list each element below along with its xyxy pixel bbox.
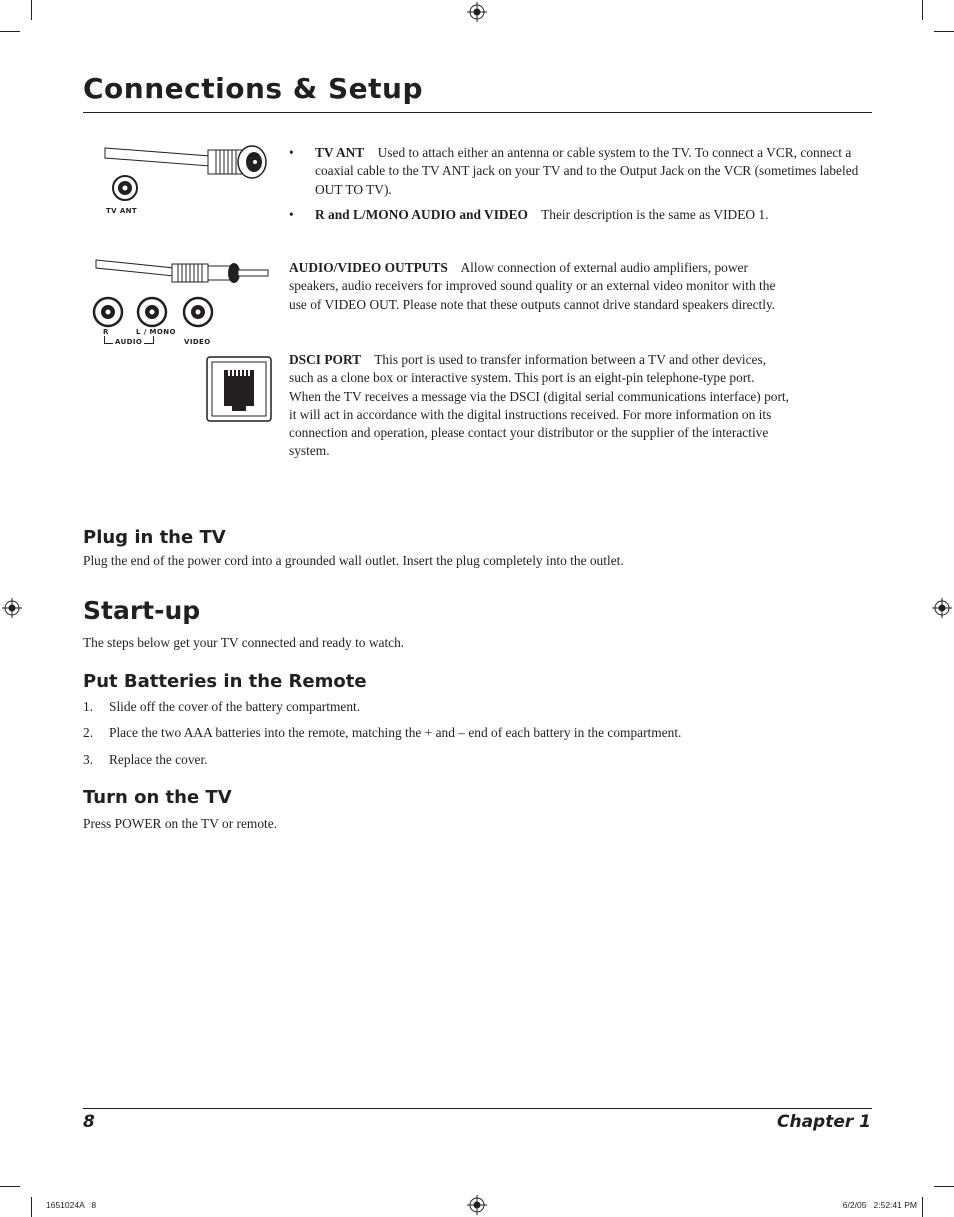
crop-mark: [31, 0, 32, 20]
audio-video-term: R and L/MONO AUDIO and VIDEO: [315, 207, 528, 222]
battery-step-number: 1.: [83, 699, 94, 714]
coaxial-cable-icon: [100, 140, 280, 210]
audio-video-bullet: •: [289, 207, 294, 222]
footer-rule: [83, 1108, 872, 1109]
av-outputs-line-2: speakers, audio receivers for improved sound quality or an external video monitor with the: [289, 278, 776, 294]
crop-mark: [0, 1186, 20, 1187]
crop-mark: [922, 1197, 923, 1217]
battery-step: [83, 698, 873, 716]
rca-cable-icon: [92, 254, 282, 334]
dsci-term: DSCI PORT: [289, 352, 362, 367]
tv-ant-text: Used to attach either an antenna or cable system to the TV. To connect a VCR, connect a coaxial cable to the TV ANT jack on your TV and to the Output Jack on the VCR (sometimes labeled OUT TO TV).: [315, 145, 859, 197]
l-mono-label: L / MONO: [136, 328, 176, 336]
av-outputs-term: AUDIO/VIDEO OUTPUTS: [289, 260, 448, 275]
battery-step: [83, 751, 873, 769]
header-rule: [83, 112, 872, 113]
slug-left: 1651024A 8: [46, 1200, 97, 1210]
registration-mark-icon: [932, 598, 952, 618]
chapter-label: Chapter 1: [776, 1112, 871, 1132]
dsci-line-6: system.: [289, 443, 330, 459]
av-outputs-line-3: use of VIDEO OUT. Please note that these outputs cannot drive standard speakers directly.: [289, 296, 776, 312]
r-label: R: [103, 328, 109, 336]
startup-text: The steps below get your TV connected and ready to watch.: [83, 635, 405, 650]
audio-video-description: [315, 206, 875, 224]
av-outputs-line-1: AUDIO/VIDEO OUTPUTS Allow connection of external audio amplifiers, power: [289, 260, 748, 275]
audio-video-text: Their description is the same as VIDEO 1.: [541, 207, 769, 222]
turn-on-heading: Turn on the TV: [83, 787, 232, 808]
registration-mark-icon: [2, 598, 22, 618]
video-label: VIDEO: [184, 338, 211, 346]
crop-mark: [934, 31, 954, 32]
battery-step-text: Place the two AAA batteries into the remote, matching the + and – end of each battery in the compartment.: [109, 725, 682, 740]
dsci-line-2: such as a clone box or interactive system. This port is an eight-pin telephone-type port.: [289, 370, 755, 386]
battery-step-text: Slide off the cover of the battery compartment.: [109, 699, 361, 714]
batteries-heading: Put Batteries in the Remote: [83, 671, 367, 692]
registration-mark-icon: [467, 2, 487, 22]
audio-label: AUDIO: [115, 338, 143, 346]
dsci-line-1: DSCI PORT This port is used to transfer information between a TV and other devices,: [289, 352, 767, 367]
dsci-description: [289, 351, 889, 461]
slug-right: 6/2/05 2:52:41 PM: [842, 1200, 917, 1210]
dsci-line-3: When the TV receives a message via the DSCI (digital serial communications interface) port,: [289, 388, 789, 404]
tv-ant-label: TV ANT: [106, 207, 138, 215]
startup-heading: Start-up: [83, 596, 201, 625]
tv-ant-term: TV ANT: [315, 145, 365, 160]
turn-on-text: Press POWER on the TV or remote.: [83, 816, 278, 831]
battery-step-text: Replace the cover.: [109, 752, 208, 767]
av-outputs-description: [289, 259, 879, 314]
dsci-line-4: it will act in accordance with the digital instructions received. For more information on its: [289, 406, 772, 422]
plug-in-text: Plug the end of the power cord into a grounded wall outlet. Insert the plug completely into the outlet.: [83, 553, 624, 568]
crop-mark: [934, 1186, 954, 1187]
plug-in-heading: Plug in the TV: [83, 527, 226, 548]
tv-ant-description: [315, 144, 875, 199]
dsci-line-5: connection and operation, please contact your distributor or the supplier of the interactive: [289, 425, 769, 441]
battery-step-number: 2.: [83, 725, 94, 740]
battery-step: [83, 724, 873, 742]
crop-mark: [922, 0, 923, 20]
crop-mark: [0, 31, 20, 32]
page-title: Connections & Setup: [83, 72, 423, 105]
tv-ant-bullet: •: [289, 145, 294, 160]
telephone-port-icon: [206, 356, 272, 422]
crop-mark: [31, 1197, 32, 1217]
battery-step-number: 3.: [83, 752, 94, 767]
page-number: 8: [83, 1112, 95, 1132]
registration-mark-icon: [467, 1195, 487, 1215]
